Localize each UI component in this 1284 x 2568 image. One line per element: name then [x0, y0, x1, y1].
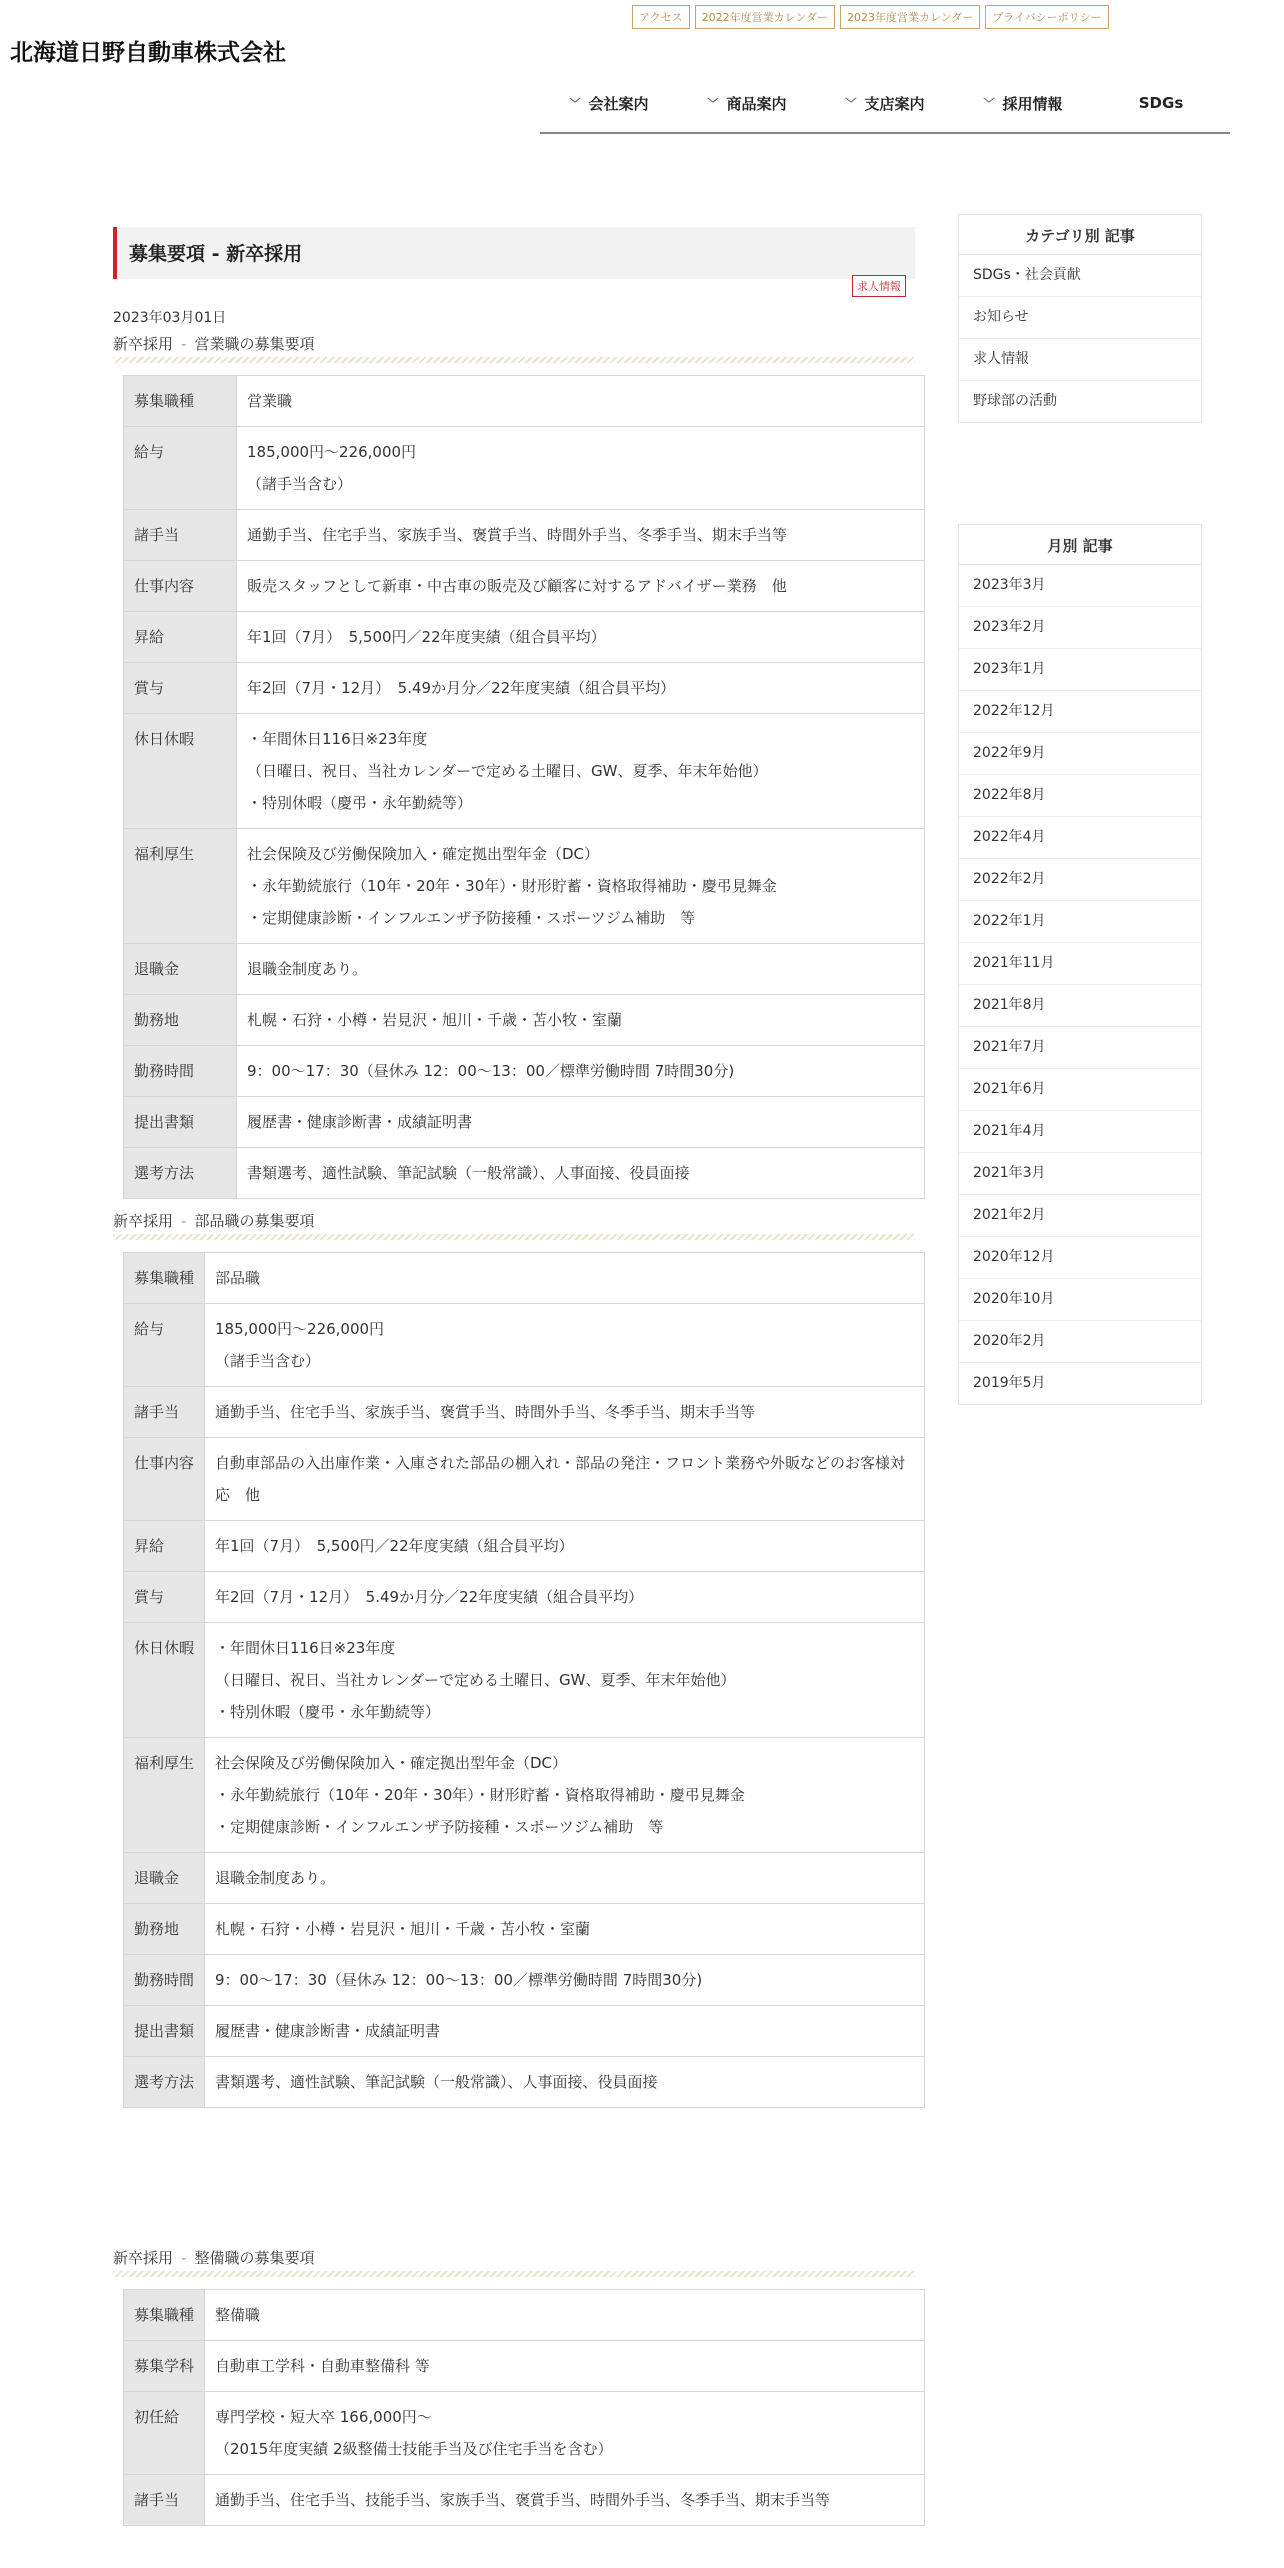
nav-item-sdgs[interactable] — [1092, 88, 1230, 118]
chevron-down-icon: ﹀ — [983, 97, 995, 110]
sidebar-item-month[interactable]: 2022年4月 — [959, 817, 1201, 859]
sidebar-heading: カテゴリ別 記事 — [959, 215, 1201, 255]
nav-label: SDGs — [1138, 94, 1184, 112]
util-link-privacy[interactable]: プライバシーポリシー — [985, 5, 1108, 29]
block-heading-parts — [113, 1210, 915, 1240]
sidebar-item-month[interactable]: 2021年7月 — [959, 1027, 1201, 1069]
table-row — [124, 2392, 925, 2475]
table-row — [124, 1438, 925, 1521]
row-label: 仕事内容 — [124, 1438, 205, 1521]
row-label: 賞与 — [124, 1572, 205, 1623]
sidebar-item-month[interactable]: 2023年2月 — [959, 607, 1201, 649]
row-label: 福利厚生 — [124, 829, 237, 944]
sidebar-item-month[interactable]: 2022年2月 — [959, 859, 1201, 901]
table-row — [124, 944, 925, 995]
table-row — [124, 2341, 925, 2392]
row-label: 諸手当 — [124, 1387, 205, 1438]
utility-links — [632, 5, 1109, 29]
table-row — [124, 714, 925, 829]
sidebar-item-category[interactable]: 野球部の活動 — [973, 393, 1057, 409]
row-value: 年1回（7月） 5,500円／22年度実績（組合員平均） — [205, 1521, 925, 1572]
row-value: 販売スタッフとして新車・中古車の販売及び顧客に対するアドバイザー業務 他 — [237, 561, 925, 612]
table-row — [124, 2057, 925, 2108]
row-value: 社会保険及び労働保険加入・確定拠出型年金（DC） ・永年勤続旅行（10年・20年・30年）・財形貯蓄・資格取得補助・慶弔見舞金 ・定期健康診断・インフルエンザ予防接種・スポーツジム補助 等 — [205, 1738, 925, 1853]
block-title: 部品職の募集要項 — [194, 1212, 315, 1230]
row-value: 退職金制度あり。 — [237, 944, 925, 995]
sidebar-item-month[interactable]: 2023年3月 — [959, 565, 1201, 607]
row-label: 休日休暇 — [124, 714, 237, 829]
month-list — [959, 565, 1201, 1404]
row-value: 専門学校・短大卒 166,000円～ （2015年度実績 2級整備士技能手当及び住宅手当を含む） — [205, 2392, 925, 2475]
row-value: 185,000円～226,000円 （諸手当含む） — [205, 1304, 925, 1387]
row-label: 勤務地 — [124, 995, 237, 1046]
table-row — [124, 663, 925, 714]
sidebar-item-month[interactable]: 2021年2月 — [959, 1195, 1201, 1237]
row-label: 勤務時間 — [124, 1046, 237, 1097]
row-value: 部品職 — [205, 1253, 925, 1304]
row-label: 退職金 — [124, 1853, 205, 1904]
table-row — [124, 427, 925, 510]
sidebar-categories — [958, 214, 1202, 423]
sidebar-item-month[interactable]: 2020年2月 — [959, 1321, 1201, 1363]
row-value: 札幌・石狩・小樽・岩見沢・旭川・千歳・苫小牧・室蘭 — [205, 1904, 925, 1955]
nav-item-branches[interactable] — [816, 88, 954, 118]
nav-label: 商品案内 — [726, 94, 787, 113]
row-label: 募集職種 — [124, 2290, 205, 2341]
row-value: 履歴書・健康診断書・成績証明書 — [205, 2006, 925, 2057]
sidebar-item-month[interactable]: 2019年5月 — [973, 1375, 1046, 1391]
row-value: 社会保険及び労働保険加入・確定拠出型年金（DC） ・永年勤続旅行（10年・20年・30年）・財形貯蓄・資格取得補助・慶弔見舞金 ・定期健康診断・インフルエンザ予防接種・スポーツジム補助 等 — [237, 829, 925, 944]
row-value: ・年間休日116日※23年度 （日曜日、祝日、当社カレンダーで定める土曜日、GW、夏季、年末年始他） ・特別休暇（慶弔・永年勤続等） — [205, 1623, 925, 1738]
sidebar-monthly — [958, 524, 1202, 1405]
row-label: 給与 — [124, 1304, 205, 1387]
nav-label: 支店案内 — [864, 94, 925, 113]
sidebar-item-month[interactable]: 2022年8月 — [959, 775, 1201, 817]
table-row — [124, 1955, 925, 2006]
row-value: 年2回（7月・12月） 5.49か月分／22年度実績（組合員平均） — [205, 1572, 925, 1623]
table-row — [124, 1148, 925, 1199]
requirements-table-sales — [123, 375, 925, 1199]
table-row — [124, 510, 925, 561]
global-nav — [540, 88, 1230, 134]
sidebar-item-month[interactable]: 2021年3月 — [959, 1153, 1201, 1195]
chevron-down-icon: ﹀ — [845, 97, 857, 110]
nav-item-products[interactable] — [678, 88, 816, 118]
nav-item-recruit[interactable] — [954, 88, 1092, 118]
page-title: 募集要項 - 新卒採用 — [113, 227, 915, 279]
row-label: 福利厚生 — [124, 1738, 205, 1853]
table-row — [124, 1738, 925, 1853]
sidebar-item-month[interactable]: 2022年9月 — [959, 733, 1201, 775]
row-value: 通勤手当、住宅手当、技能手当、家族手当、褒賞手当、時間外手当、冬季手当、期末手当等 — [205, 2475, 925, 2526]
row-value: 自動車工学科・自動車整備科 等 — [205, 2341, 925, 2392]
block-title: 営業職の募集要項 — [194, 335, 315, 353]
row-label: 提出書類 — [124, 2006, 205, 2057]
category-list — [959, 255, 1201, 422]
block-category: 新卒採用 — [113, 1212, 174, 1230]
block-category: 新卒採用 — [113, 2249, 174, 2267]
sidebar-item-month[interactable]: 2021年6月 — [959, 1069, 1201, 1111]
table-row — [124, 1304, 925, 1387]
sidebar-item-month[interactable]: 2023年1月 — [959, 649, 1201, 691]
nav-label: 採用情報 — [1002, 94, 1063, 113]
sidebar-item-month[interactable]: 2022年12月 — [959, 691, 1201, 733]
row-value: 札幌・石狩・小樽・岩見沢・旭川・千歳・苫小牧・室蘭 — [237, 995, 925, 1046]
util-link-access[interactable]: アクセス — [632, 5, 690, 29]
sidebar-item-month[interactable]: 2021年11月 — [959, 943, 1201, 985]
table-row — [124, 1253, 925, 1304]
block-heading-sales — [113, 333, 915, 363]
sidebar-item-month[interactable]: 2022年1月 — [959, 901, 1201, 943]
row-value: 185,000円～226,000円 （諸手当含む） — [237, 427, 925, 510]
row-value: 通勤手当、住宅手当、家族手当、褒賞手当、時間外手当、冬季手当、期末手当等 — [237, 510, 925, 561]
separator: - — [181, 1212, 187, 1230]
requirements-table-parts — [123, 1252, 925, 2108]
sidebar-item-month[interactable]: 2020年12月 — [959, 1237, 1201, 1279]
row-value: 年1回（7月） 5,500円／22年度実績（組合員平均） — [237, 612, 925, 663]
table-row — [124, 1904, 925, 1955]
row-value: 書類選考、適性試験、筆記試験（一般常識）、人事面接、役員面接 — [205, 2057, 925, 2108]
table-row — [124, 1623, 925, 1738]
separator: - — [181, 2249, 187, 2267]
sidebar-item-category[interactable]: 求人情報 — [959, 339, 1201, 381]
sidebar-item-category[interactable]: SDGs・社会貢献 — [959, 255, 1201, 297]
row-label: 退職金 — [124, 944, 237, 995]
block-title: 整備職の募集要項 — [194, 2249, 315, 2267]
chevron-down-icon: ﹀ — [569, 97, 581, 110]
table-row — [124, 1853, 925, 1904]
sidebar-heading: 月別 記事 — [959, 525, 1201, 565]
row-label: 選考方法 — [124, 1148, 237, 1199]
table-row — [124, 376, 925, 427]
nav-label: 会社案内 — [588, 94, 649, 113]
table-row — [124, 612, 925, 663]
table-row — [124, 995, 925, 1046]
row-value: 営業職 — [237, 376, 925, 427]
row-value: 9：00～17：30（昼休み 12：00～13：00／標準労働時間 7時間30分) — [205, 1955, 925, 2006]
row-label: 提出書類 — [124, 1097, 237, 1148]
table-row — [124, 2475, 925, 2526]
block-category: 新卒採用 — [113, 335, 174, 353]
table-row — [124, 1097, 925, 1148]
sidebar-item-month[interactable]: 2020年10月 — [959, 1279, 1201, 1321]
row-label: 選考方法 — [124, 2057, 205, 2108]
row-label: 賞与 — [124, 663, 237, 714]
table-row — [124, 2290, 925, 2341]
separator: - — [181, 335, 187, 353]
requirements-table-maintenance — [123, 2289, 925, 2526]
row-label: 募集職種 — [124, 1253, 205, 1304]
row-value: 履歴書・健康診断書・成績証明書 — [237, 1097, 925, 1148]
row-value: 書類選考、適性試験、筆記試験（一般常識）、人事面接、役員面接 — [237, 1148, 925, 1199]
sidebar-item-month[interactable]: 2021年4月 — [959, 1111, 1201, 1153]
row-value: ・年間休日116日※23年度 （日曜日、祝日、当社カレンダーで定める土曜日、GW、夏季、年末年始他） ・特別休暇（慶弔・永年勤続等） — [237, 714, 925, 829]
site-logo[interactable]: 北海道日野自動車株式会社 — [10, 40, 286, 66]
row-value: 通勤手当、住宅手当、家族手当、褒賞手当、時間外手当、冬季手当、期末手当等 — [205, 1387, 925, 1438]
table-row — [124, 829, 925, 944]
row-label: 初任給 — [124, 2392, 205, 2475]
nav-item-company[interactable] — [540, 88, 678, 118]
util-link-calendar-2023[interactable]: 2023年度営業カレンダー — [840, 5, 980, 29]
row-label: 給与 — [124, 427, 237, 510]
chevron-down-icon: ﹀ — [707, 97, 719, 110]
row-label: 休日休暇 — [124, 1623, 205, 1738]
row-value: 年2回（7月・12月） 5.49か月分／22年度実績（組合員平均） — [237, 663, 925, 714]
row-label: 昇給 — [124, 612, 237, 663]
row-label: 諸手当 — [124, 2475, 205, 2526]
table-row — [124, 1572, 925, 1623]
row-label: 募集学科 — [124, 2341, 205, 2392]
row-label: 仕事内容 — [124, 561, 237, 612]
row-label: 昇給 — [124, 1521, 205, 1572]
table-row — [124, 1046, 925, 1097]
table-row — [124, 1387, 925, 1438]
table-row — [124, 2006, 925, 2057]
sidebar-item-month[interactable]: 2021年8月 — [959, 985, 1201, 1027]
row-label: 勤務地 — [124, 1904, 205, 1955]
post-date: 2023年03月01日 — [113, 310, 227, 326]
row-value: 9：00～17：30（昼休み 12：00～13：00／標準労働時間 7時間30分) — [237, 1046, 925, 1097]
util-link-calendar-2022[interactable]: 2022年度営業カレンダー — [695, 5, 835, 29]
table-row — [124, 1521, 925, 1572]
table-row — [124, 561, 925, 612]
row-label: 勤務時間 — [124, 1955, 205, 2006]
row-label: 諸手当 — [124, 510, 237, 561]
block-heading-maintenance — [113, 2247, 915, 2277]
category-badge[interactable]: 求人情報 — [852, 275, 906, 297]
row-value: 自動車部品の入出庫作業・入庫された部品の棚入れ・部品の発注・フロント業務や外販などのお客様対応 他 — [205, 1438, 925, 1521]
row-label: 募集職種 — [124, 376, 237, 427]
sidebar-item-category[interactable]: お知らせ — [959, 297, 1201, 339]
row-value: 退職金制度あり。 — [205, 1853, 925, 1904]
row-value: 整備職 — [205, 2290, 925, 2341]
